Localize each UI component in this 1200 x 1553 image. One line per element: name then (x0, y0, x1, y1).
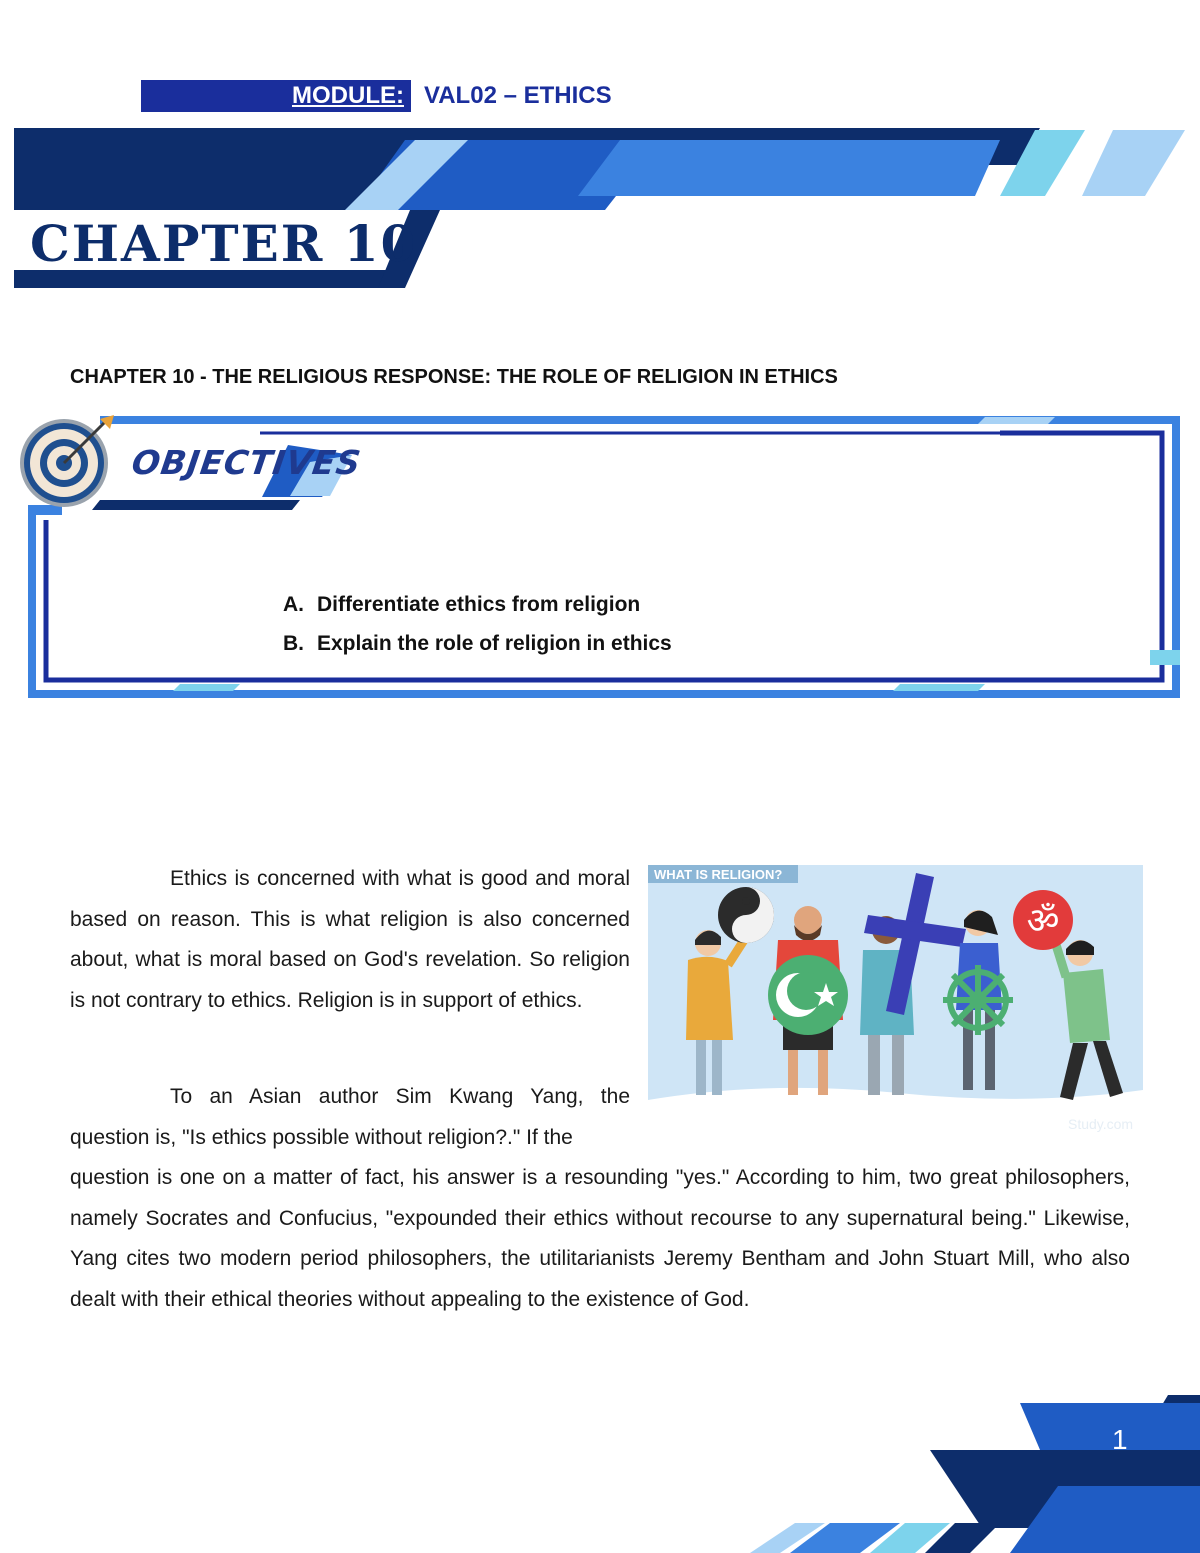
om-icon (1013, 890, 1073, 950)
objective-text: Explain the role of religion in ethics (317, 632, 672, 655)
objectives-title: OBJECTIVES (129, 443, 364, 482)
body-paragraph-2-start: To an Asian author Sim Kwang Yang, the question is, "Is ethics possible without religion?." If the (70, 1085, 630, 1149)
footer-graphic (740, 1390, 1200, 1553)
body-paragraph-2-continued: question is one on a matter of fact, his answer is a resounding "yes." According to him, two great philosophers, namely Socrates and Confucius, "expounded their ethics without recourse to any supernatural being." Likewise, Yang cites two modern period philosophers, the utilitarianists Jeremy Bentham and John Stuart Mill, who also dealt with their ethical theories without appealing to the existence of God. (70, 1166, 1130, 1311)
page-number: 1 (1112, 1424, 1128, 1455)
module-label: MODULE: (292, 82, 404, 109)
module-value: VAL02 – ETHICS (424, 82, 612, 109)
yin-yang-icon (718, 887, 774, 943)
target-icon (18, 415, 118, 515)
crescent-star-icon (768, 955, 848, 1035)
religion-illustration (648, 865, 1143, 1143)
image-watermark: Study.com (1068, 1116, 1134, 1132)
chapter-title: CHAPTER 10 (30, 214, 418, 273)
svg-text:ॐ: ॐ (1026, 901, 1060, 942)
dharma-wheel-icon (943, 965, 1013, 1035)
body-paragraph-1: Ethics is concerned with what is good and moral based on reason. This is what religion is also concerned about, what is moral based on God's revelation. So religion is not contrary to ethics. Religion is in support of ethics. (70, 867, 630, 1012)
objective-marker: A. (283, 593, 304, 616)
image-caption: WHAT IS RELIGION? (654, 867, 783, 882)
objective-marker: B. (283, 632, 304, 655)
chapter-heading: CHAPTER 10 - THE RELIGIOUS RESPONSE: THE ROLE OF RELIGION IN ETHICS (70, 366, 838, 388)
objective-text: Differentiate ethics from religion (317, 593, 641, 616)
objective-item (283, 592, 640, 618)
objective-item (283, 631, 672, 657)
